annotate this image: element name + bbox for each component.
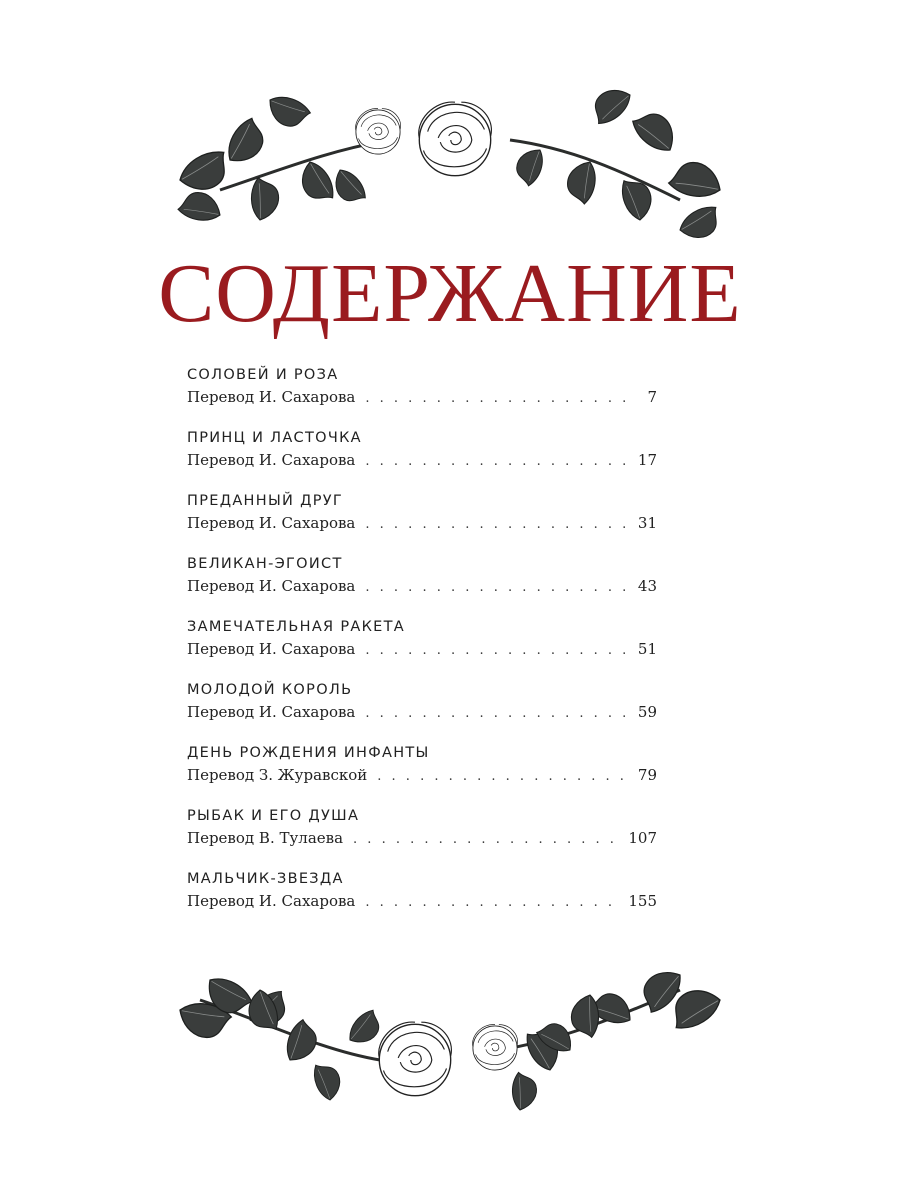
toc-entry[interactable]	[187, 805, 657, 868]
translator-credit: Перевод И. Сахарова	[187, 388, 356, 406]
rose-garland-top-ornament	[160, 70, 740, 260]
dot-leader	[365, 388, 637, 410]
toc-entry[interactable]	[187, 364, 657, 427]
dot-leader	[365, 451, 628, 473]
toc-entry[interactable]	[187, 427, 657, 490]
translator-credit: Перевод И. Сахарова	[187, 703, 356, 721]
page-title: СОДЕРЖАНИЕ	[158, 247, 742, 340]
dot-leader	[377, 766, 628, 788]
toc-entry[interactable]	[187, 742, 657, 805]
translator-credit: Перевод И. Сахарова	[187, 892, 356, 910]
story-title: ПРИНЦ И ЛАСТОЧКА	[187, 430, 362, 446]
page-number: 31	[637, 514, 657, 532]
dot-leader	[365, 703, 628, 725]
dot-leader	[365, 892, 618, 914]
story-title: МОЛОДОЙ КОРОЛЬ	[187, 682, 353, 698]
dot-leader	[365, 640, 628, 662]
story-title: ПРЕДАННЫЙ ДРУГ	[187, 493, 344, 509]
page-number: 51	[637, 640, 657, 658]
toc-entry[interactable]	[187, 679, 657, 742]
story-title: ВЕЛИКАН-ЭГОИСТ	[187, 556, 343, 572]
translator-credit: Перевод И. Сахарова	[187, 577, 356, 595]
story-title: РЫБАК И ЕГО ДУША	[187, 808, 360, 824]
page-number: 79	[637, 766, 657, 784]
translator-credit: Перевод И. Сахарова	[187, 451, 356, 469]
page-number: 7	[647, 388, 657, 406]
page-number: 59	[637, 703, 657, 721]
table-of-contents	[187, 364, 657, 931]
story-title: СОЛОВЕЙ И РОЗА	[187, 367, 339, 383]
translator-credit: Перевод И. Сахарова	[187, 640, 356, 658]
dot-leader	[365, 577, 628, 599]
translator-credit: Перевод З. Журавской	[187, 766, 368, 784]
toc-entry[interactable]	[187, 868, 657, 931]
translator-credit: Перевод И. Сахарова	[187, 514, 356, 532]
dot-leader	[365, 514, 628, 536]
toc-entry[interactable]	[187, 553, 657, 616]
page-number: 155	[628, 892, 657, 910]
page-number: 43	[637, 577, 657, 595]
translator-credit: Перевод В. Тулаева	[187, 829, 344, 847]
toc-entry[interactable]	[187, 616, 657, 679]
page-number: 107	[628, 829, 657, 847]
dot-leader	[353, 829, 618, 851]
rose-garland-bottom-ornament	[160, 950, 740, 1140]
story-title: ЗАМЕЧАТЕЛЬНАЯ РАКЕТА	[187, 619, 406, 635]
story-title: МАЛЬЧИК-ЗВЕЗДА	[187, 871, 344, 887]
toc-entry[interactable]	[187, 490, 657, 553]
page-number: 17	[637, 451, 657, 469]
story-title: ДЕНЬ РОЖДЕНИЯ ИНФАНТЫ	[187, 745, 430, 761]
